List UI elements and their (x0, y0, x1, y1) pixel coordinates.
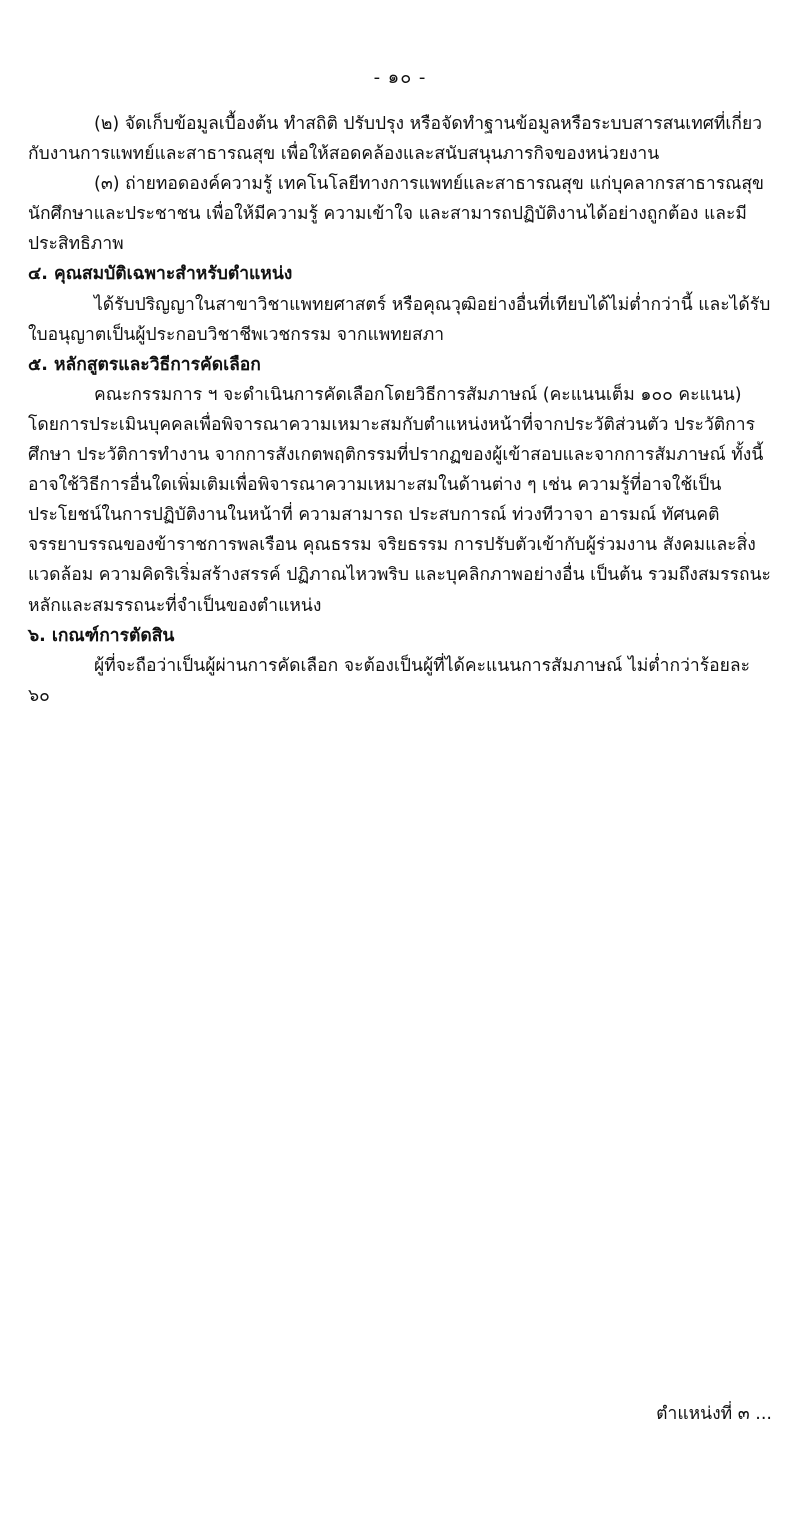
document-body (28, 109, 772, 711)
footer-continuation-note: ตำแหน่งที่ ๓ ... (656, 1404, 772, 1424)
section-heading-6: ๖. เกณฑ์การตัดสิน (28, 625, 175, 646)
page-number: - ๑๐ - (373, 67, 427, 88)
paragraph-item-3: (๓) ถ่ายทอดองค์ความรู้ เทคโนโลยีทางการแพทย์และสาธารณสุข แก่บุคลากรสาธารณสุข นักศึกษาและประชาชน เพื่อให้มีความรู้ ความเข้าใจ และสามารถปฏิบัติงานได้อย่างถูกต้อง และมีประสิทธิภาพ (28, 174, 764, 255)
paragraph-criteria: ผู้ที่จะถือว่าเป็นผู้ผ่านการคัดเลือก จะต้องเป็นผู้ที่ได้คะแนนการสัมภาษณ์ ไม่ต่ำกว่าร้อยละ ๖๐ (28, 655, 751, 706)
paragraph-item-2: (๒) จัดเก็บข้อมูลเบื้องต้น ทำสถิติ ปรับปรุง หรือจัดทำฐานข้อมูลหรือระบบสารสนเทศที่เกี่ยวกับงานการแพทย์และสาธารณสุข เพื่อให้สอดคล้องและสนับสนุนภารกิจของหน่วยงาน (28, 114, 763, 165)
section-heading-4: ๔. คุณสมบัติเฉพาะสำหรับตำแหน่ง (28, 264, 293, 285)
paragraph-selection-method: คณะกรรมการ ฯ จะดำเนินการคัดเลือกโดยวิธีการสัมภาษณ์ (คะแนนเต็ม ๑๐๐ คะแนน) โดยการประเมินบุคคลเพื่อพิจารณาความเหมาะสมกับตำแหน่งหน้าที่จากประวัติส่วนตัว ประวัติการศึกษา ประวัติการทำงาน จากการสังเกตพฤติกรรมที่ปรากฏของผู้เข้าสอบและจากการสัมภาษณ์ ทั้งนี้ อาจใช้วิธีการอื่นใดเพิ่มเติมเพื่อพิจารณาความเหมาะสมในด้านต่าง ๆ เช่น ความรู้ที่อาจใช้เป็นประโยชน์ในการปฏิบัติงานในหน้าที่ ความสามารถ ประสบการณ์ ท่วงทีวาจา อารมณ์ ทัศนคติ จรรยาบรรณของข้าราชการพลเรือน คุณธรรม จริยธรรม การปรับตัวเข้ากับผู้ร่วมงาน สังคมและสิ่งแวดล้อม ความคิดริเริ่มสร้างสรรค์ ปฏิภาณไหวพริบ และบุคลิกภาพอย่างอื่น เป็นต้น รวมถึงสมรรถนะหลักและสมรรถนะที่จำเป็นของตำแหน่ง (28, 384, 771, 616)
section-heading-5: ๕. หลักสูตรและวิธีการคัดเลือก (28, 354, 261, 375)
paragraph-qualification: ได้รับปริญญาในสาขาวิชาแพทยศาสตร์ หรือคุณวุฒิอย่างอื่นที่เทียบได้ไม่ต่ำกว่านี้ และได้รับใบอนุญาตเป็นผู้ประกอบวิชาชีพเวชกรรม จากแพทยสภา (28, 294, 771, 345)
document-page (0, 62, 800, 1515)
